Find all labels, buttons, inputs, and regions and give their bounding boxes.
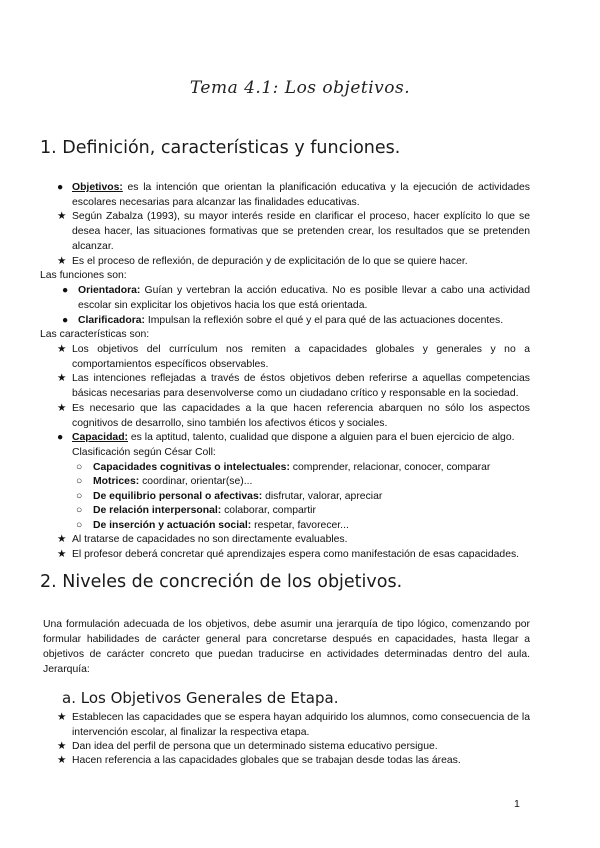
- function-item-clarificadora: ● Clarificadora: Impulsan la reflexión sobre el qué y el para qué de las actuaciones docentes.: [62, 315, 504, 326]
- classification-item: ○ De equilibrio personal o afectivas: disfrutar, valorar, apreciar: [76, 491, 383, 502]
- star-icon: ★: [57, 549, 67, 560]
- classification-item: ○ De relación interpersonal: colaborar, compartir: [76, 505, 316, 516]
- document-title: Tema 4.1: Los objetivos.: [189, 78, 411, 98]
- term-clarificadora: Clarificadora:: [78, 315, 145, 326]
- general-objective-item: ★ Hacen referencia a las capacidades globales que se trabajan desde todas las áreas.: [57, 755, 461, 766]
- term-orientadora: Orientadora:: [78, 285, 141, 296]
- definition-text: Según Zabalza (1993), su mayor interés reside en clarificar el proceso, hacer explícito lo que se desea hacer, las situaciones formativas que se pretenden crear, los resultados que se pretenden alcanzar.: [72, 211, 530, 252]
- definition-item-zabalza: [57, 209, 530, 254]
- circle-bullet-icon: ○: [76, 476, 83, 487]
- bullet-dot-icon: ●: [62, 285, 69, 296]
- subsection-a-heading: a. Los Objetivos Generales de Etapa.: [62, 689, 339, 707]
- definition-text: es la intención que orientan la planificación educativa y la ejecución de actividades escolares necesarias para alcanzar las finalidades educativas.: [72, 182, 530, 208]
- characteristic-item: ★ Las intenciones reflejadas a través de éstos objetivos deben referirse a aquellas competencias básicas necesarias para desenvolverse como un ciudadano crítico y responsable en la sociedad.: [57, 373, 530, 399]
- functions-intro: Las funciones son:: [40, 270, 127, 281]
- circle-bullet-icon: ○: [76, 520, 83, 531]
- section-2-heading: 2. Niveles de concreción de los objetivos.: [40, 572, 403, 592]
- definition-item-objetivos: [57, 180, 530, 210]
- term-objetivos: Objetivos:: [72, 182, 123, 193]
- circle-bullet-icon: ○: [76, 505, 83, 516]
- general-objective-item: ★ Dan idea del perfil de persona que un determinado sistema educativo persigue.: [57, 741, 438, 752]
- classification-item: ○ De inserción y actuación social: respetar, favorecer...: [76, 520, 349, 531]
- page-number: 1: [514, 798, 520, 810]
- classification-intro: Clasificación según César Coll:: [72, 447, 216, 458]
- star-icon: ★: [57, 712, 67, 723]
- star-icon: ★: [57, 256, 67, 267]
- general-objective-item: ★ Establecen las capacidades que se espera hayan adquirido los alumnos, como consecuencia de la intervención escolar, al finalizar la respectiva etapa.: [57, 712, 530, 738]
- bullet-dot-icon: ●: [57, 432, 64, 443]
- bullet-dot-icon: ●: [57, 182, 64, 193]
- final-item: ★ Al tratarse de capacidades no son directamente evaluables.: [57, 534, 348, 545]
- star-icon: ★: [57, 211, 67, 222]
- definition-text: Es el proceso de reflexión, de depuración y de explicitación de lo que se quiere hacer.: [72, 256, 468, 267]
- characteristic-item: ★ Es necesario que las capacidades a la que hacen referencia abarquen no sólo los aspectos cognitivos de desarrollo, sino también los afectivos éticos y sociales.: [57, 403, 530, 429]
- classification-item: ○ Motrices: coordinar, orientar(se)...: [76, 476, 253, 487]
- star-icon: ★: [57, 741, 67, 752]
- bullet-dot-icon: ●: [62, 315, 69, 326]
- star-icon: ★: [57, 344, 67, 355]
- star-icon: ★: [57, 373, 67, 384]
- section-1-heading: 1. Definición, características y funciones.: [40, 138, 401, 158]
- definition-item-proceso: [57, 254, 530, 269]
- function-item-orientadora: ● Orientadora: Guían y vertebran la acción educativa. No es posible llevar a cabo una actividad escolar sin explicitar los objetivos hacia los que está orientada.: [62, 285, 530, 311]
- characteristic-item: ★ Los objetivos del currículum nos remiten a capacidades globales y generales y no a comportamientos específicos observables.: [57, 344, 530, 370]
- capacidad-item: ● Capacidad: es la aptitud, talento, cualidad que dispone a alguien para el buen ejercicio de algo. Clasificación según César Coll:: [57, 430, 533, 460]
- characteristics-intro: Las características son:: [40, 329, 150, 340]
- star-icon: ★: [57, 534, 67, 545]
- section-2-paragraph: Una formulación adecuada de los objetivos, debe asumir una jerarquía de tipo lógico, comenzando por formular habilidades de carácter general para concretarse después en capacidades, hasta llegar a objetivos de carácter concreto que puedan traducirse en actividades determinadas dentro del aula. Jerarquía:: [43, 619, 530, 675]
- classification-item: ○ Capacidades cognitivas o intelectuales: comprender, relacionar, conocer, comparar: [76, 462, 491, 473]
- star-icon: ★: [57, 755, 67, 766]
- circle-bullet-icon: ○: [76, 491, 83, 502]
- term-capacidad: Capacidad:: [72, 432, 129, 443]
- final-item: ★ El profesor deberá concretar qué aprendizajes espera como manifestación de esas capacidades.: [57, 549, 520, 560]
- circle-bullet-icon: ○: [76, 462, 83, 473]
- star-icon: ★: [57, 403, 67, 414]
